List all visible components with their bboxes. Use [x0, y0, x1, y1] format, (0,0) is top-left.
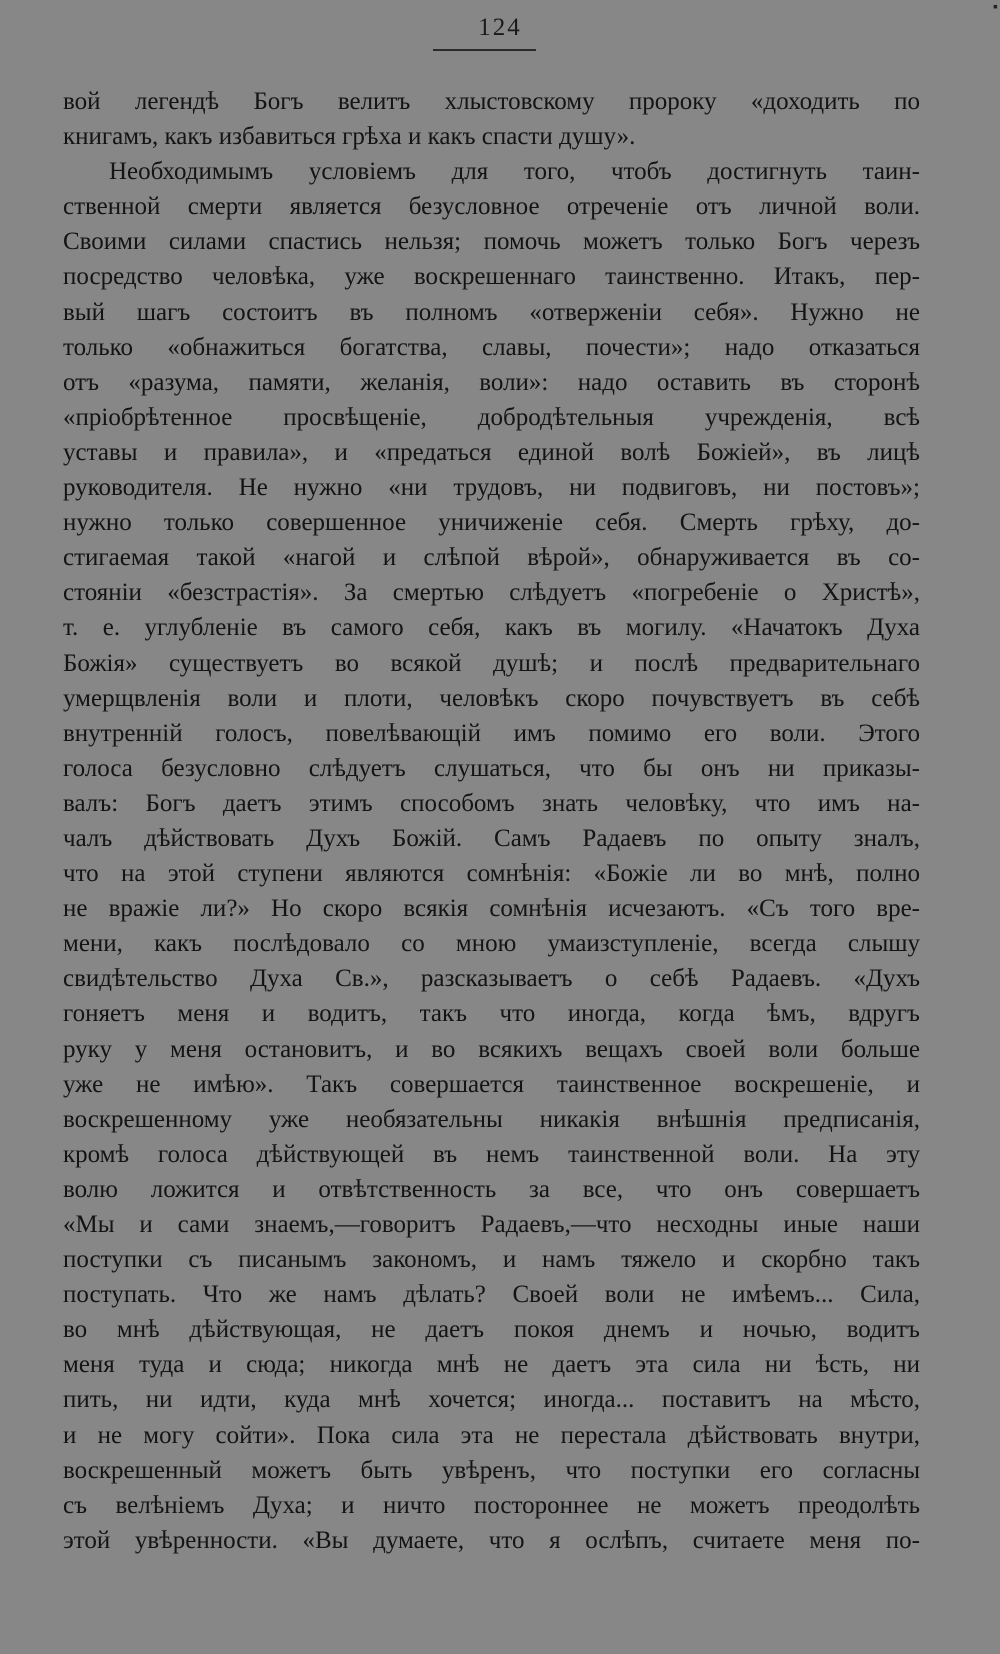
- text-line: поступки съ писанымъ закономъ, и намъ тяжело и скорбно такъ: [63, 1246, 920, 1274]
- text-line: вой легендѣ Богъ велитъ хлыстовскому пророку «доходить по: [63, 88, 920, 115]
- text-line: умерщвленія воли и плоти, человѣкъ скоро почувствуетъ въ себѣ: [63, 684, 920, 712]
- text-line: съ велѣніемъ Духа; и ничто постороннее не можетъ преодолѣть: [63, 1491, 920, 1519]
- scan-edge-mark: ▪: [993, 0, 998, 15]
- text-line: кромѣ голоса дѣйствующей въ немъ таинственной воли. На эту: [63, 1140, 920, 1168]
- text-line: нужно только совершенное уничиженіе себя. Смерть грѣху, до-: [63, 509, 920, 537]
- text-line: что на этой ступени являются сомнѣнія: «Божіе ли во мнѣ, полно: [63, 860, 920, 888]
- text-line: руку у меня остановитъ, и во всякихъ вещахъ своей воли больше: [63, 1035, 920, 1063]
- text-line: мени, какъ послѣдовало со мною умаизступленіе, всегда слышу: [63, 930, 920, 958]
- text-line: руководителя. Не нужно «ни трудовъ, ни подвиговъ, ни постовъ»;: [63, 474, 920, 502]
- text-line: только «обнажиться богатства, славы, почести»; надо отказаться: [63, 333, 920, 361]
- page-number: 124: [478, 14, 522, 41]
- text-line: посредство человѣка, уже воскрешеннаго таинственно. Итакъ, пер-: [63, 263, 920, 291]
- text-line: гоняетъ меня и водитъ, такъ что иногда, когда ѣмъ, вдругъ: [63, 1000, 920, 1028]
- text-line: валъ: Богъ даетъ этимъ способомъ знать человѣку, что имъ на-: [63, 789, 920, 817]
- text-line: уставы и правила», и «предаться единой волѣ Божіей», въ лицѣ: [63, 438, 920, 466]
- header-rule: [433, 49, 536, 51]
- text-line: ственной смерти является безусловное отреченіе отъ личной воли.: [63, 193, 920, 221]
- text-line: свидѣтельство Духа Св.», разсказываетъ о себѣ Радаевъ. «Духъ: [63, 965, 920, 993]
- text-line: книгамъ, какъ избавиться грѣха и какъ спасти душу».: [63, 123, 636, 151]
- text-line: меня туда и сюда; никогда мнѣ не даетъ эта сила ни ѣсть, ни: [63, 1351, 920, 1379]
- text-line: уже не имѣю». Такъ совершается таинственное воскрешеніе, и: [63, 1070, 920, 1098]
- text-line: Необходимымъ условіемъ для того, чтобъ достигнуть таин-: [109, 158, 920, 186]
- text-line: внутренній голосъ, повелѣвающій имъ помимо его воли. Этого: [63, 719, 920, 747]
- text-line: поступать. Что же намъ дѣлать? Своей воли не имѣемъ... Сила,: [63, 1281, 920, 1309]
- text-line: «Мы и сами знаемъ,—говоритъ Радаевъ,—что несходны иные наши: [63, 1211, 920, 1238]
- text-line: воскрешенному уже необязательны никакія внѣшнія предписанія,: [63, 1105, 920, 1133]
- text-line: во мнѣ дѣйствующая, не даетъ покоя днемъ и ночью, водитъ: [63, 1316, 920, 1344]
- text-line: Своими силами спастись нельзя; помочь можетъ только Богъ черезъ: [63, 228, 920, 256]
- text-line: стояніи «безстрастія». За смертью слѣдуетъ «погребеніе о Христѣ»,: [63, 579, 920, 607]
- text-line: чалъ дѣйствовать Духъ Божій. Самъ Радаевъ по опыту зналъ,: [63, 824, 920, 852]
- text-line: не вражіе ли?» Но скоро всякія сомнѣнія исчезаютъ. «Съ того вре-: [63, 895, 920, 923]
- text-line: стигаемая такой «нагой и слѣпой вѣрой», обнаруживается въ со-: [63, 544, 920, 572]
- text-line: и не могу сойти». Пока сила эта не перестала дѣйствовать внутри,: [63, 1421, 920, 1449]
- text-line: этой увѣренности. «Вы думаете, что я ослѣпъ, считаете меня по-: [63, 1526, 920, 1554]
- text-line: т. е. углубленіе въ самого себя, какъ въ могилу. «Начатокъ Духа: [63, 614, 920, 642]
- text-line: вый шагъ состоитъ въ полномъ «отверженіи себя». Нужно не: [63, 298, 920, 326]
- text-line: «пріобрѣтенное просвѣщеніе, добродѣтельныя учрежденія, всѣ: [63, 403, 920, 431]
- text-line: отъ «разума, памяти, желанія, воли»: надо оставить въ сторонѣ: [63, 368, 920, 396]
- text-line: пить, ни идти, куда мнѣ хочется; иногда... поставитъ на мѣсто,: [63, 1386, 920, 1414]
- text-line: голоса безусловно слѣдуетъ слушаться, что бы онъ ни приказы-: [63, 754, 920, 782]
- text-line: Божія» существуетъ во всякой душѣ; и послѣ предварительнаго: [63, 649, 920, 677]
- body-text: [63, 84, 920, 1558]
- text-line: воскрешенный можетъ быть увѣренъ, что поступки его согласны: [63, 1456, 920, 1484]
- text-line: волю ложится и отвѣтственность за все, что онъ совершаетъ: [63, 1175, 920, 1203]
